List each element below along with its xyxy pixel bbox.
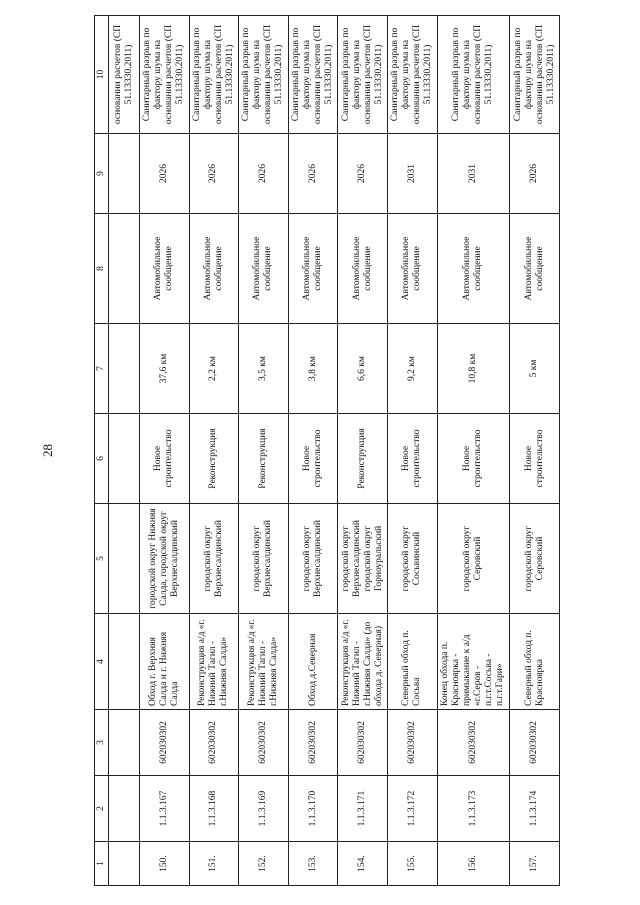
- code-cell: 1.1.3.173: [437, 776, 510, 842]
- sanitary-zone-cell: Санитарный разрыв по фактору шума на основании расчетов (СП 51.13330.2011): [288, 16, 338, 134]
- year-cell: 2026: [189, 134, 239, 214]
- sanitary-zone-cell: Санитарный разрыв по фактору шума на основании расчетов (СП 51.13330.2011): [140, 16, 190, 134]
- landscape-sheet: [94, 16, 560, 886]
- location-cell: городской округ Верхнесалдинский: [189, 504, 239, 614]
- table-cell: [109, 324, 140, 414]
- code-cell: 1.1.3.170: [288, 776, 338, 842]
- table-cell: [109, 504, 140, 614]
- object-name-cell: Северный обход п. Красноярка: [510, 614, 560, 710]
- year-cell: 2026: [140, 134, 190, 214]
- location-cell: городской округ Серовский: [510, 504, 560, 614]
- transport-mode-cell: Автомобильное сообщение: [437, 214, 510, 324]
- code-cell: 1.1.3.167: [140, 776, 190, 842]
- column-number: 2: [95, 776, 109, 842]
- length-cell: 10,8 км: [437, 324, 510, 414]
- object-name-cell: Обход д.Северная: [288, 614, 338, 710]
- table-cell: [109, 214, 140, 324]
- length-cell: 3,8 км: [288, 324, 338, 414]
- year-cell: 2026: [338, 134, 388, 214]
- length-cell: 3,5 км: [239, 324, 289, 414]
- oktmo-cell: 602030302: [387, 710, 437, 776]
- location-cell: городской округ Серовский: [437, 504, 510, 614]
- table-row: [239, 16, 289, 886]
- length-cell: 37,6 км: [140, 324, 190, 414]
- column-number: 4: [95, 614, 109, 710]
- page-number: 28: [40, 444, 55, 458]
- table-cell: [109, 710, 140, 776]
- column-number: 6: [95, 414, 109, 504]
- column-number: 3: [95, 710, 109, 776]
- column-number: 1: [95, 842, 109, 886]
- transport-mode-cell: Автомобильное сообщение: [189, 214, 239, 324]
- object-name-cell: Реконструкция а/д «г. Нижний Тагил - г.Нижняя Салда»: [239, 614, 289, 710]
- planned-roads-table: [94, 15, 560, 886]
- code-cell: 1.1.3.171: [338, 776, 388, 842]
- table-row: [288, 16, 338, 886]
- rotated-page-frame: [94, 16, 560, 886]
- transport-mode-cell: Автомобильное сообщение: [239, 214, 289, 324]
- year-cell: 2031: [437, 134, 510, 214]
- year-cell: 2026: [239, 134, 289, 214]
- object-name-cell: Реконструкция а/д «г. Нижний Тагил - г.Нижняя Салда»: [189, 614, 239, 710]
- work-type-cell: Реконструкция: [189, 414, 239, 504]
- table-row: [140, 16, 190, 886]
- location-cell: городской округ Сосьвинский: [387, 504, 437, 614]
- table-cell: [109, 414, 140, 504]
- sanitary-zone-cell: Санитарный разрыв по фактору шума на основании расчетов (СП 51.13330.2011): [437, 16, 510, 134]
- table-cell: [109, 776, 140, 842]
- column-number: 7: [95, 324, 109, 414]
- transport-mode-cell: Автомобильное сообщение: [387, 214, 437, 324]
- row-number-cell: 157.: [510, 842, 560, 886]
- length-cell: 6,6 км: [338, 324, 388, 414]
- work-type-cell: Реконструкция: [239, 414, 289, 504]
- column-number: 9: [95, 134, 109, 214]
- transport-mode-cell: Автомобильное сообщение: [288, 214, 338, 324]
- table-row: [510, 16, 560, 886]
- work-type-cell: Новое строительство: [387, 414, 437, 504]
- work-type-cell: Новое строительство: [437, 414, 510, 504]
- sanitary-zone-cell: Санитарный разрыв по фактору шума на основании расчетов (СП 51.13330.2011): [189, 16, 239, 134]
- oktmo-cell: 602030302: [189, 710, 239, 776]
- row-number-cell: 156.: [437, 842, 510, 886]
- row-number-cell: 155.: [387, 842, 437, 886]
- code-cell: 1.1.3.174: [510, 776, 560, 842]
- location-cell: городской округ Нижняя Салда, городской округ Верхнесалдинский: [140, 504, 190, 614]
- object-name-cell: Северный обход п. Сосьва: [387, 614, 437, 710]
- work-type-cell: Новое строительство: [288, 414, 338, 504]
- row-number-cell: 153.: [288, 842, 338, 886]
- location-cell: городской округ Верхнесалдинский: [288, 504, 338, 614]
- code-cell: 1.1.3.172: [387, 776, 437, 842]
- year-cell: 2026: [288, 134, 338, 214]
- oktmo-cell: 602030302: [338, 710, 388, 776]
- row-number-cell: 150.: [140, 842, 190, 886]
- oktmo-cell: 602030302: [239, 710, 289, 776]
- sanitary-zone-cell: Санитарный разрыв по фактору шума на основании расчетов (СП 51.13330.2011): [510, 16, 560, 134]
- transport-mode-cell: Автомобильное сообщение: [140, 214, 190, 324]
- code-cell: 1.1.3.169: [239, 776, 289, 842]
- length-cell: 5 км: [510, 324, 560, 414]
- oktmo-cell: 602030302: [437, 710, 510, 776]
- row-number-cell: 154.: [338, 842, 388, 886]
- oktmo-cell: 602030302: [140, 710, 190, 776]
- oktmo-cell: 602030302: [288, 710, 338, 776]
- code-cell: 1.1.3.168: [189, 776, 239, 842]
- row-number-cell: 152.: [239, 842, 289, 886]
- table-row: [387, 16, 437, 886]
- continuation-row: [109, 16, 140, 886]
- oktmo-cell: 602030302: [510, 710, 560, 776]
- object-name-cell: Реконструкция а/д «г. Нижний Тагил - г.Нижняя Салда» (до обхода д. Северная): [338, 614, 388, 710]
- year-cell: 2026: [510, 134, 560, 214]
- work-type-cell: Реконструкция: [338, 414, 388, 504]
- row-number-cell: 151.: [189, 842, 239, 886]
- column-number: 8: [95, 214, 109, 324]
- object-name-cell: Конец обхода п. Красноярка - примыкание к а/д «г.Серов - п.г.т.Сосьва - п.г.т.Гари»: [437, 614, 510, 710]
- table-row: [338, 16, 388, 886]
- location-cell: городской округ Верхнесалдинский городской округ Горноуральский: [338, 504, 388, 614]
- length-cell: 9,2 км: [387, 324, 437, 414]
- length-cell: 2,2 км: [189, 324, 239, 414]
- object-name-cell: Обход г. Верхняя Салда и г. Нижняя Салда: [140, 614, 190, 710]
- column-number-row: [95, 16, 109, 886]
- transport-mode-cell: Автомобильное сообщение: [510, 214, 560, 324]
- table-cell: [109, 134, 140, 214]
- column-number: 5: [95, 504, 109, 614]
- continuation-zone-cell: основании расчетов (СП 51.13330.2011): [109, 16, 140, 134]
- table-row: [189, 16, 239, 886]
- work-type-cell: Новое строительство: [510, 414, 560, 504]
- table-cell: [109, 842, 140, 886]
- sanitary-zone-cell: Санитарный разрыв по фактору шума на основании расчетов (СП 51.13330.2011): [239, 16, 289, 134]
- sanitary-zone-cell: Санитарный разрыв по фактору шума на основании расчетов (СП 51.13330.2011): [387, 16, 437, 134]
- transport-mode-cell: Автомобильное сообщение: [338, 214, 388, 324]
- table-cell: [109, 614, 140, 710]
- sanitary-zone-cell: Санитарный разрыв по фактору шума на основании расчетов (СП 51.13330.2011): [338, 16, 388, 134]
- table-row: [437, 16, 510, 886]
- work-type-cell: Новое строительство: [140, 414, 190, 504]
- location-cell: городской округ Верхнесалдинский: [239, 504, 289, 614]
- year-cell: 2031: [387, 134, 437, 214]
- column-number: 10: [95, 16, 109, 134]
